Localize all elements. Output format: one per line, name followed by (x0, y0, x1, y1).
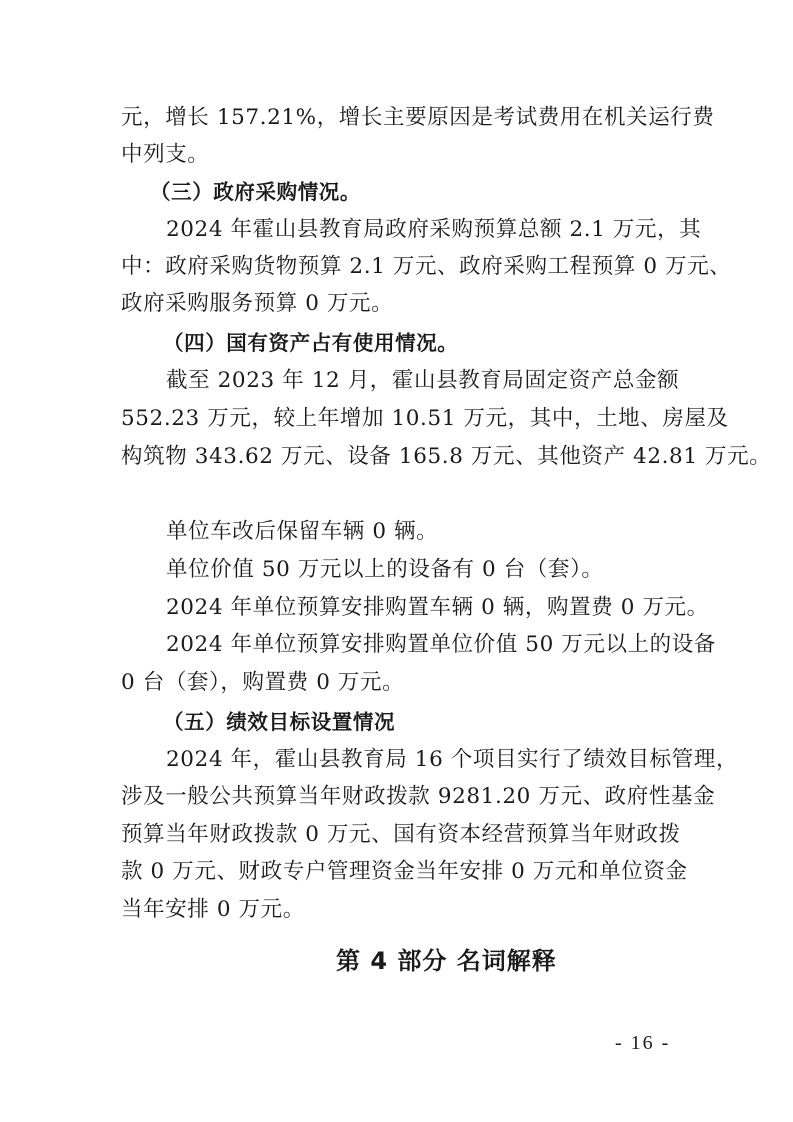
section-5-line-2: 涉及一般公共预算当年财政拨款 9281.20 万元、政府性基金 (121, 784, 716, 809)
section-4-heading: （四）国有资产占有使用情况。 (163, 331, 459, 355)
section-4-line-8: 0 台（套），购置费 0 万元。 (121, 670, 405, 695)
section-4-line-7: 2024 年单位预算安排购置单位价值 50 万元以上的设备 (166, 632, 716, 657)
section-3-line-2: 中：政府采购货物预算 2.1 万元、政府采购工程预算 0 万元、 (121, 254, 732, 279)
section-3-heading: （三）政府采购情况。 (150, 180, 361, 204)
section-4-line-1: 截至 2023 年 12 月，霍山县教育局固定资产总金额 (166, 368, 680, 393)
section-4-line-2: 552.23 万元，较上年增加 10.51 万元，其中，土地、房屋及 (121, 406, 729, 431)
growth-text-line-2: 中列支。 (121, 142, 210, 167)
section-5-heading: （五）绩效目标设置情况 (163, 710, 396, 734)
section-4-line-5: 单位价值 50 万元以上的设备有 0 台（套）。 (166, 557, 604, 582)
section-5-line-1: 2024 年，霍山县教育局 16 个项目实行了绩效目标管理， (166, 747, 739, 772)
section-5-line-3: 预算当年财政拨款 0 万元、国有资本经营预算当年财政拨 (121, 822, 681, 847)
section-3-line-3: 政府采购服务预算 0 万元。 (121, 291, 394, 316)
section-5-line-5: 当年安排 0 万元。 (121, 897, 305, 922)
page-number: - 16 - (615, 1032, 671, 1054)
section-4-line-4: 单位车改后保留车辆 0 辆。 (166, 519, 439, 544)
section-4-line-6: 2024 年单位预算安排购置车辆 0 辆，购置费 0 万元。 (166, 595, 709, 620)
section-5-line-4: 款 0 万元、财政专户管理资金当年安排 0 万元和单位资金 (121, 859, 688, 884)
growth-text-line-1: 元，增长 157.21%，增长主要原因是考试费用在机关运行费 (121, 105, 715, 130)
part-4-title: 第 4 部分 名词解释 (336, 947, 557, 975)
section-4-line-3: 构筑物 343.62 万元、设备 165.8 万元、其他资产 42.81 万元。 (121, 444, 772, 469)
section-3-line-1: 2024 年霍山县教育局政府采购预算总额 2.1 万元，其 (166, 217, 702, 242)
